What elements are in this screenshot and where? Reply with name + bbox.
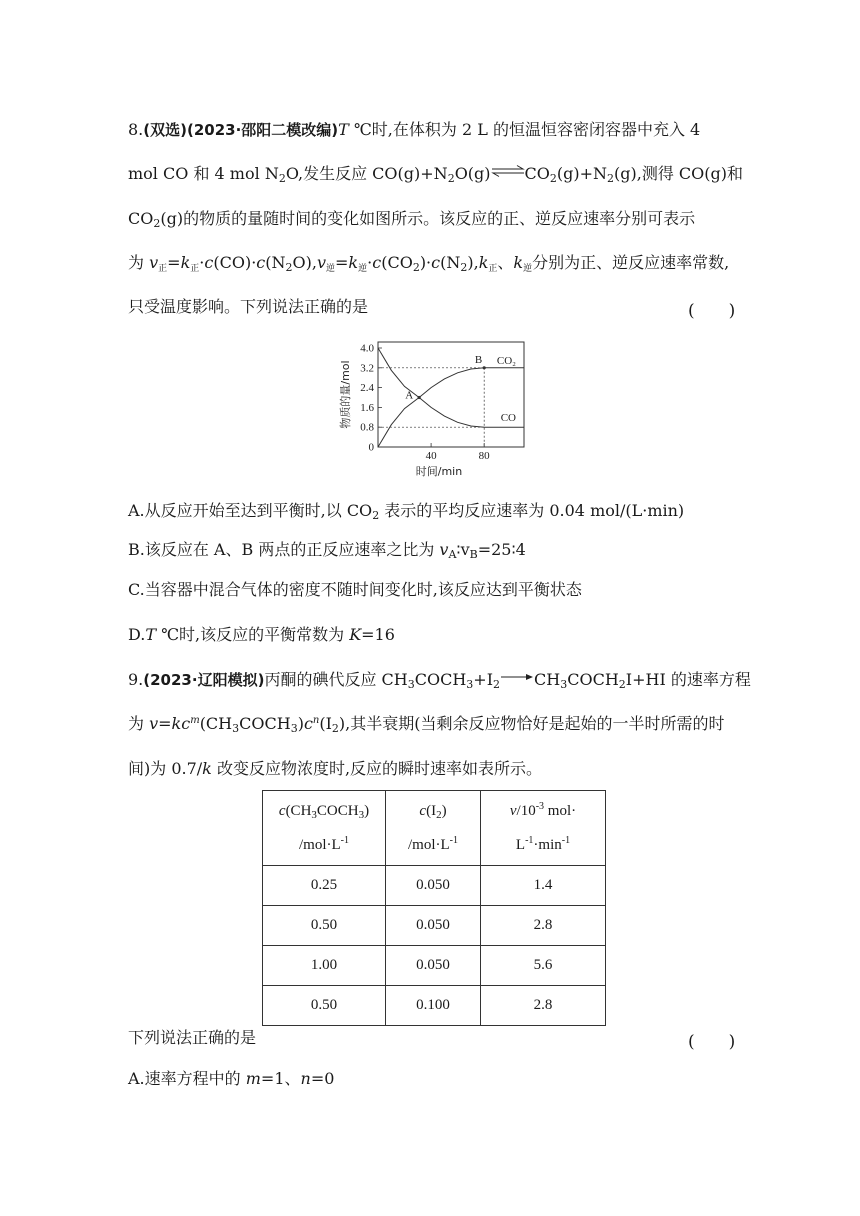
q8-rate-expression: 为 v正=k正$\cdot c(CO)\cdot c(N_2O),v$逆=k逆$\cdot c(CO_2)\cdot c(N_2),k$正、k逆分别为正、逆反应速率常数, [128,253,730,274]
y-tick-label: 0.8 [360,421,374,434]
q8-line-3: $CO_2(g)$的物质的量随时间的变化如图所示。该反应的正、逆反应速率分别可表示 [128,209,696,230]
q8-line-4 [128,252,729,280]
y-tick-label: 3.2 [360,362,374,375]
q8-tag: (双选)(2023·邵阳二模改编) [143,121,339,139]
q9-answer-paren: ( ) [688,1032,736,1052]
q8-line-5: 只受温度影响。下列说法正确的是 [128,297,369,316]
point-b [483,366,486,369]
q8-option-a: A.从反应开始至达到平衡时,以 $CO_2$ 表示的平均反应速率为 0.04 mol/(L·min) [128,501,685,522]
series-label-co2: CO₂ [496,354,516,367]
q8-temp-symbol: T [338,120,349,139]
q8-line-2: mol CO 和 4 mol $N_2O$,发生反应 $CO(g)+N_2O(g)$ $CO_2(g)+N_2(g)$,测得 CO(g)和 [128,164,744,185]
y-axis-label: 物质的量/mol [339,360,352,429]
q8-answer-paren: ( ) [688,301,736,321]
q9-prompt: 下列说法正确的是 [128,1028,257,1047]
series-line-co2 [378,368,524,447]
q9-option-a: A.速率方程中的 m=1、n=0 [128,1069,335,1088]
table-header-iodine: $c(I_2)$ $/mol\cdot L^{-1}$ [386,791,481,866]
table-row: 1.00 0.050 5.6 [263,946,606,986]
table-row: 0.50 0.050 2.8 [263,906,606,946]
rate-table [262,790,606,1026]
q8-line1-text: ℃时,在体积为 2 L 的恒温恒容密闭容器中充入 4 [353,120,701,139]
series-label-co: CO [500,412,516,425]
y-tick-label: 4.0 [360,342,374,355]
y-tick-label: 2.4 [360,382,374,395]
q8-option-d: D.T ℃时,该反应的平衡常数为 K=16 [128,625,395,644]
q9-line-3: 间)为 0.7/k 改变反应物浓度时,反应的瞬时速率如表所示。 [128,759,543,778]
table-header-acetone: $c(CH_3COCH_3)$ $/mol\cdot L^{-1}$ [263,791,386,866]
q8-line-1 [128,119,700,141]
table-header-rate: $v/10^{-3}$ mol· $L^{-1}\cdot\min^{-1}$ [481,791,606,866]
y-tick-label: 1.6 [360,401,374,414]
q9-line-1: 9.(2023·辽阳模拟)丙酮的碘代反应 $CH_3COCH_3+I_2$ $CH_3COCH_2I+HI$ 的速率方程 [128,670,751,691]
y-tick-label: 0 [368,441,374,454]
q8-option-c: C.当容器中混合气体的密度不随时间变化时,该反应达到平衡状态 [128,580,582,599]
q9-rate-equation: 为 $v=kc^m(CH_3COCH_3)c^n(I_2)$,其半衰期(当剩余反应物恰好是起始的一半时所需的时 [128,714,725,735]
point-label-a: A [405,389,414,402]
q8-option-b: B.该反应在 A、B 两点的正反应速率之比为 $v_A∶v_B=25∶4$ [128,540,526,561]
reaction-arrow-icon [500,671,534,683]
point-a [418,396,421,399]
x-tick-label: 40 [425,450,437,462]
q9-line-2 [128,713,725,735]
equilibrium-arrow-icon [491,165,525,177]
q8-number: 8. [128,120,144,139]
x-axis-label: 时间/min [415,465,463,478]
x-tick-label: 80 [478,450,490,462]
amount-vs-time-chart [330,340,530,480]
table-header-row [263,791,606,866]
q9-number: 9. [128,670,144,689]
point-label-b: B [474,353,483,366]
table-row: 0.50 0.100 2.8 [263,986,606,1026]
q9-tag: (2023·辽阳模拟) [143,671,265,689]
table-row: 0.25 0.050 1.4 [263,866,606,906]
